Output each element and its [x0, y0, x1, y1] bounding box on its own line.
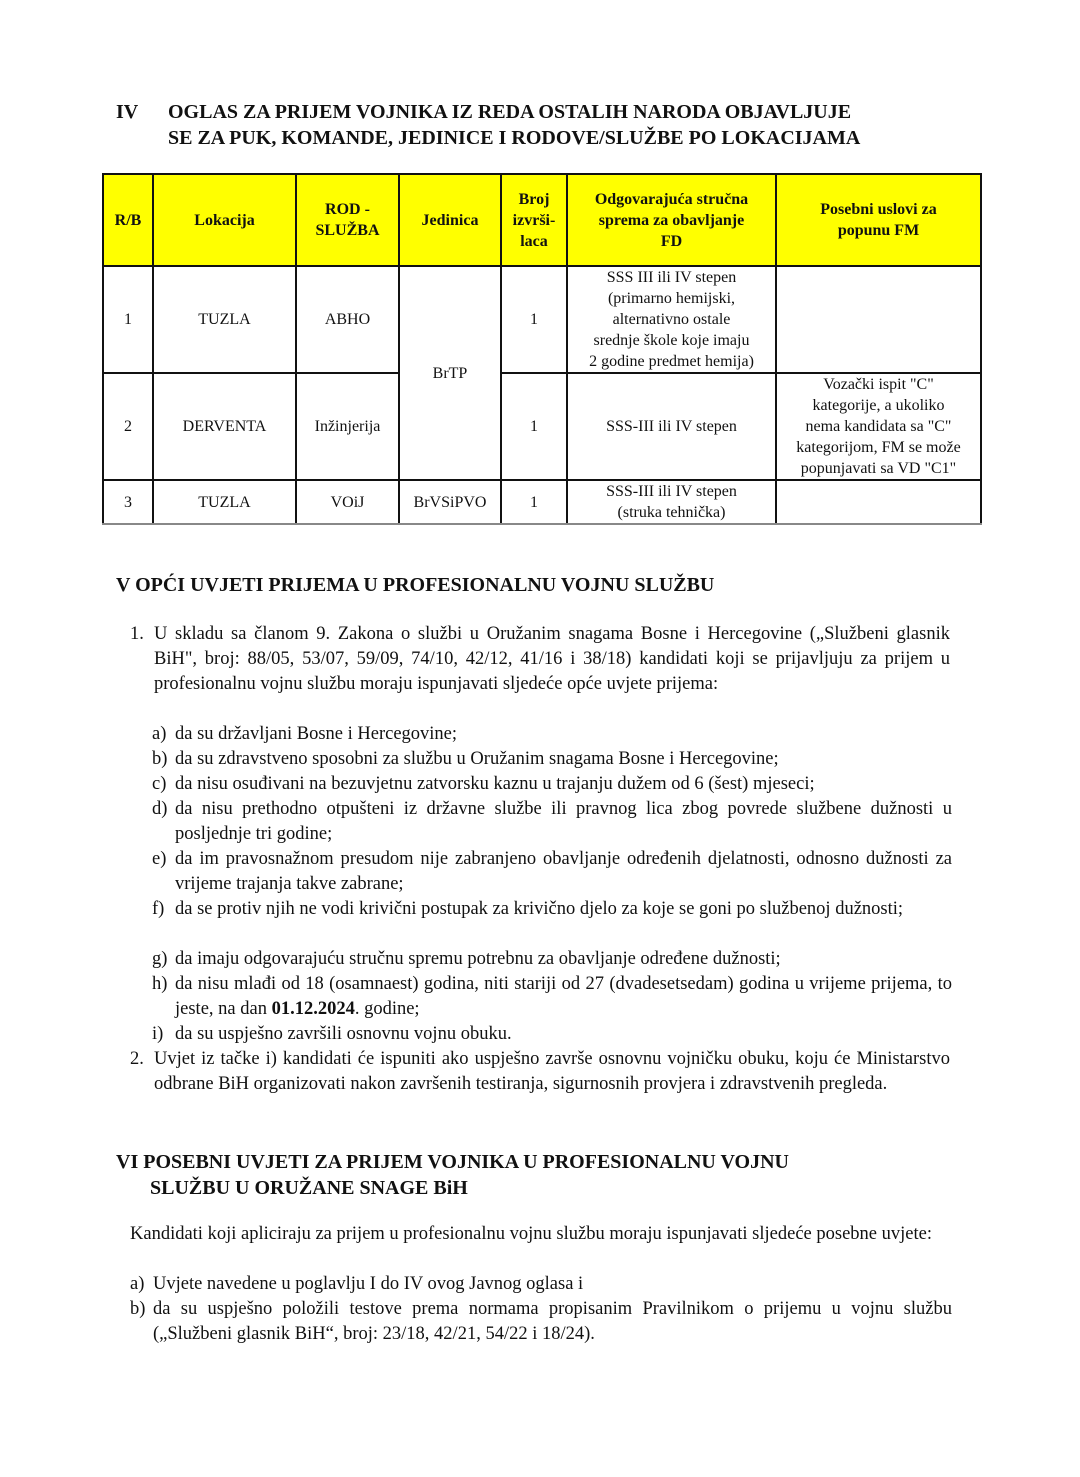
numbered-item-1: 1. U skladu sa članom 9. Zakona o službi u Oružanim snagama Bosne i Hercegovine („Službeni glasnik BiH", broj: 88/05, 53/07, 59/09, 74/10, 42/12, 41/16 i 38/18) kandidati koji se prijavljuju za prijem u profesionalnu vojnu službu moraju ispunjavati sljedeće opće uvjete prijema: — [130, 624, 950, 694]
cell-rb: 1 — [103, 266, 153, 373]
header-broj-izvrsilaca: Broj izvrši- laca — [501, 174, 567, 266]
cell-uslovi — [776, 266, 981, 373]
positions-table — [102, 173, 982, 525]
condition-b: b) da su zdravstveno sposobni za službu u Oružanim snagama Bosne i Hercegovine; — [152, 749, 779, 769]
cell-uslovi: Vozački ispit "C" kategorije, a ukoliko nema kandidata sa "C" kategorijom, FM se može popunjavati sa VD "C1" — [776, 373, 981, 480]
cell-jedinica: BrVSiPVO — [399, 480, 501, 524]
section-vi-title-line1: VI POSEBNI UVJETI ZA PRIJEM VOJNIKA U PROFESIONALNU VOJNU — [116, 1151, 789, 1173]
cell-lokacija: TUZLA — [153, 480, 296, 524]
section-iv-number: IV — [116, 101, 139, 123]
section-iv-heading — [116, 99, 976, 151]
cell-sprema: SSS-III ili IV stepen (struka tehnička) — [567, 480, 776, 524]
admission-date: 01.12.2024 — [271, 999, 355, 1019]
section-v-heading: V OPĆI UVJETI PRIJEMA U PROFESIONALNU VOJNU SLUŽBU — [116, 574, 715, 596]
cell-rod: Inžinjerija — [296, 373, 399, 480]
cell-lokacija: TUZLA — [153, 266, 296, 373]
header-lokacija: Lokacija — [153, 174, 296, 266]
cell-rod: ABHO — [296, 266, 399, 373]
cell-rod: VOiJ — [296, 480, 399, 524]
condition-a: a) da su državljani Bosne i Hercegovine; — [152, 724, 458, 744]
condition-d: d) da nisu prethodno otpušteni iz državne službe ili pravnog lica zbog povrede službene dužnosti u posljednje tri godine; — [152, 799, 952, 844]
condition-i: i) da su uspješno završili osnovnu vojnu obuku. — [152, 1024, 512, 1044]
table-header-row — [103, 174, 981, 266]
cell-sprema: SSS III ili IV stepen (primarno hemijski, alternativno ostale srednje škole koje imaju 2 godine predmet hemija) — [567, 266, 776, 373]
table-row — [103, 373, 981, 480]
section-vi-intro: Kandidati koji apliciraju za prijem u profesionalnu vojnu službu moraju ispunjavati sljedeće posebne uvjete: — [130, 1224, 932, 1244]
section-vi-heading — [116, 1149, 976, 1201]
cell-rb: 3 — [103, 480, 153, 524]
condition-c: c) da nisu osuđivani na bezuvjetnu zatvorsku kaznu u trajanju dužem od 6 (šest) mjeseci; — [152, 774, 815, 794]
table-row — [103, 480, 981, 524]
cell-jedinica: BrTP — [399, 266, 501, 480]
header-rb: R/B — [103, 174, 153, 266]
section-iv-title-line1: OGLAS ZA PRIJEM VOJNIKA IZ REDA OSTALIH NARODA OBJAVLJUJE — [168, 101, 852, 123]
condition-h: h) da nisu mlađi od 18 (osamnaest) godina, niti stariji od 27 (dvadesetsedam) godina u vrijeme prijema, to jeste, na dan 01.12.2024. godine; — [152, 974, 952, 1019]
cell-sprema: SSS-III ili IV stepen — [567, 373, 776, 480]
table-row — [103, 266, 981, 373]
cell-lokacija: DERVENTA — [153, 373, 296, 480]
section-iv-title-line2: SE ZA PUK, KOMANDE, JEDINICE I RODOVE/SLUŽBE PO LOKACIJAMA — [168, 127, 861, 149]
header-strucna-sprema: Odgovarajuća stručna sprema za obavljanje FD — [567, 174, 776, 266]
cell-broj: 1 — [501, 480, 567, 524]
section-vi-title-line2: SLUŽBU U ORUŽANE SNAGE BiH — [150, 1177, 468, 1199]
cell-broj: 1 — [501, 266, 567, 373]
condition-g: g) da imaju odgovarajuću stručnu spremu potrebnu za obavljanje određene dužnosti; — [152, 949, 781, 969]
condition-f: f) da se protiv njih ne vodi krivični postupak za krivično djelo za koje se goni po službenoj dužnosti; — [152, 899, 904, 919]
special-condition-b: b) da su uspješno položili testove prema normama propisanim Pravilnikom o prijemu u vojnu službu („Službeni glasnik BiH“, broj: 23/18, 42/21, 54/22 i 18/24). — [130, 1299, 952, 1344]
header-posebni-uslovi: Posebni uslovi za popunu FM — [776, 174, 981, 266]
special-condition-a: a) Uvjete navedene u poglavlju I do IV ovog Javnog oglasa i — [130, 1274, 584, 1294]
cell-rb: 2 — [103, 373, 153, 480]
condition-e: e) da im pravosnažnom presudom nije zabranjeno obavljanje određenih djelatnosti, odnosno dužnosti za vrijeme trajanja takve zabrane; — [152, 849, 952, 894]
header-jedinica: Jedinica — [399, 174, 501, 266]
cell-broj: 1 — [501, 373, 567, 480]
header-rod-sluzba: ROD - SLUŽBA — [296, 174, 399, 266]
cell-uslovi — [776, 480, 981, 524]
numbered-item-2: 2. Uvjet iz tačke i) kandidati će ispuniti ako uspješno završe osnovnu vojničku obuku, koju će Ministarstvo odbrane BiH organizovati nakon završenih testiranja, sigurnosnih provjera i zdravstvenih pregleda. — [130, 1049, 950, 1094]
